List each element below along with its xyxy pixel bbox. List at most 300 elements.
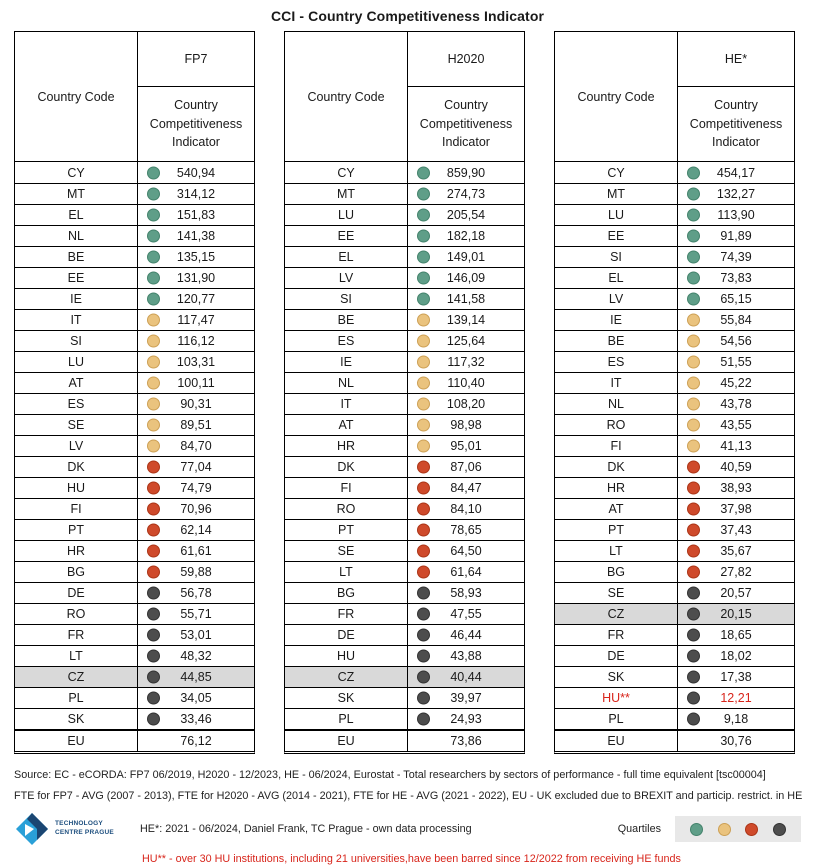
source-line-2: FTE for FP7 - AVG (2007 - 2013), FTE for H2020 - AVG (2014 - 2021), FTE for HE - AVG (2021 - 2022), EU - UK excluded due to BREXIT and particip. restrict. in HE [14,790,803,802]
table-row-CZ [555,603,794,624]
country-code-cell: LV [285,268,408,288]
cci-value-cell [678,625,794,645]
cci-value: 314,12 [176,187,216,201]
country-code-cell: SI [15,331,138,351]
country-code-cell: FI [15,499,138,519]
country-code-cell: FI [285,478,408,498]
country-code-cell: DE [555,646,678,666]
quartile-dot-q2-icon [417,398,430,411]
quartile-dot-q4-icon [687,629,700,642]
table-body [285,162,524,729]
eu-label: EU [285,731,408,751]
table-row-AT [285,414,524,435]
table-row-SE [555,582,794,603]
table-row-HR [285,435,524,456]
country-code-cell: HR [285,436,408,456]
country-code-cell: NL [15,226,138,246]
table-row-HU [555,687,794,708]
quartile-dot-q1-icon [147,272,160,285]
cci-value: 65,15 [720,292,752,306]
country-code-cell: BE [15,247,138,267]
quartile-dot-q3-icon [687,524,700,537]
table-row-IT [15,309,254,330]
table-row-EL [555,267,794,288]
program-header: FP7 [138,32,254,87]
country-code-cell: CZ [15,667,138,687]
country-code-cell: SK [555,667,678,687]
cci-value-cell [138,667,254,687]
table-row-IE [555,309,794,330]
country-code-cell: HR [15,541,138,561]
cci-value-cell [138,688,254,708]
quartile-dot-q4-icon [147,650,160,663]
cci-value-cell [138,331,254,351]
quartile-dot-q3-icon [147,566,160,579]
quartile-dot-q4-icon [147,713,160,726]
cci-value-cell [408,436,524,456]
cci-value-cell [408,184,524,204]
cci-value-cell [408,289,524,309]
cci-value-cell [138,499,254,519]
cci-value: 20,57 [720,586,752,600]
country-code-cell: LU [15,352,138,372]
quartile-dot-q3-icon [147,482,160,495]
quartile-dot-q3-icon [417,482,430,495]
quartile-dot-q1-icon [687,188,700,201]
cci-value: 46,44 [450,628,482,642]
cci-value-cell [408,457,524,477]
cci-value: 55,71 [180,607,212,621]
quartile-dot-q4-icon [147,692,160,705]
quartile-dot-q3-icon [687,461,700,474]
table-row-LT [555,540,794,561]
country-code-cell: BG [285,583,408,603]
eu-value-cell [138,731,254,751]
country-code-cell: PL [15,688,138,708]
he-note: HE*: 2021 - 06/2024, Daniel Frank, TC Prague - own data processing [140,823,472,835]
country-code-cell: DE [15,583,138,603]
quartile-dot-q1-icon [147,293,160,306]
cci-value-cell [138,247,254,267]
cci-value-cell [408,478,524,498]
cci-value: 98,98 [450,418,482,432]
country-code-cell: FR [555,625,678,645]
country-code-cell: SE [555,583,678,603]
cci-value-cell [138,394,254,414]
cci-value: 78,65 [450,523,482,537]
cci-value-cell [408,709,524,729]
country-code-cell: AT [285,415,408,435]
country-code-cell: PT [555,520,678,540]
country-code-cell: FR [15,625,138,645]
country-code-cell: BG [555,562,678,582]
cci-value: 38,93 [720,481,752,495]
country-code-cell: ES [555,352,678,372]
country-code-cell: AT [555,499,678,519]
cci-value: 205,54 [446,208,486,222]
cci-value-cell [678,604,794,624]
table-row-EL [15,204,254,225]
table-row-LV [285,267,524,288]
country-code-cell: EE [15,268,138,288]
tables-container [0,31,815,754]
table-row-ES [15,393,254,414]
quartile-dot-q4-icon [417,587,430,600]
quartile-dot-q2-icon [687,398,700,411]
country-code-cell: EE [285,226,408,246]
cci-value: 62,14 [180,523,212,537]
cci-value-cell [138,289,254,309]
eu-label: EU [555,731,678,751]
quartile-dot-q4-icon [147,587,160,600]
quartile-dot-q1-icon [417,166,430,179]
cci-value-cell [408,310,524,330]
quartiles-legend [675,816,801,842]
cci-value: 40,44 [450,670,482,684]
table-row-DE [555,645,794,666]
cci-value-cell [408,247,524,267]
cci-value-cell [678,709,794,729]
cci-value-cell [408,604,524,624]
quartile-dot-q1-icon [417,209,430,222]
cci-value-cell [408,646,524,666]
cci-value: 90,31 [180,397,212,411]
quartile-dot-q3-icon [687,503,700,516]
country-code-cell: PL [555,709,678,729]
table-row-ES [555,351,794,372]
tc-prague-logo-icon [14,811,50,847]
table-row-LT [285,561,524,582]
table-row-RO [285,498,524,519]
cci-value-cell [408,226,524,246]
eu-value: 30,76 [720,734,752,748]
country-code-cell: CY [285,162,408,183]
table-row-AT [15,372,254,393]
cci-value: 87,06 [450,460,482,474]
cci-value: 43,78 [720,397,752,411]
cci-value: 151,83 [176,208,216,222]
cci-value: 116,12 [177,334,215,348]
table-row-NL [555,393,794,414]
cci-value: 89,51 [180,418,212,432]
cci-value: 17,38 [720,670,752,684]
cci-value: 73,83 [720,271,752,285]
country-code-cell: IE [15,289,138,309]
table-body [15,162,254,729]
quartile-dot-q4-icon [687,608,700,621]
country-code-cell: DK [15,457,138,477]
country-code-header: Country Code [285,32,408,161]
cci-value: 18,65 [720,628,752,642]
quartile-dot-q2-icon [147,398,160,411]
cci-value: 103,31 [176,355,216,369]
country-code-cell: RO [285,499,408,519]
country-code-cell: MT [555,184,678,204]
cci-value-cell [678,373,794,393]
table-row-SK [555,666,794,687]
country-code-cell: IT [285,394,408,414]
cci-value: 146,09 [446,271,486,285]
quartile-dot-q2-icon [147,356,160,369]
cci-value: 77,04 [180,460,212,474]
table-row-LT [15,645,254,666]
cci-value: 40,59 [720,460,752,474]
cci-value-cell [138,205,254,225]
table-row-BG [285,582,524,603]
footer [0,769,815,865]
cci-value: 39,97 [450,691,482,705]
cci-value: 53,01 [180,628,212,642]
cci-value-cell [138,184,254,204]
cci-value: 20,15 [720,607,752,621]
quartile-dot-q2-icon [147,377,160,390]
cci-value: 84,47 [450,481,482,495]
table-row-IE [15,288,254,309]
country-code-cell: PT [285,520,408,540]
quartile-dot-q2-icon [687,335,700,348]
cci-value-cell [138,583,254,603]
cci-value: 70,96 [180,502,212,516]
program-header: HE* [678,32,794,87]
quartile-dot-q2-icon [417,314,430,327]
country-code-cell: SK [15,709,138,729]
country-code-cell: HU** [555,688,678,708]
cci-value: 95,01 [450,439,482,453]
table-row-LV [555,288,794,309]
quartile-dot-q2-icon [687,377,700,390]
legend-dot-q4-icon [773,823,786,836]
country-code-cell: IT [555,373,678,393]
eu-row [15,729,254,751]
cci-value: 74,39 [720,250,752,264]
cci-value: 100,11 [177,376,215,390]
cci-value: 113,90 [717,208,755,222]
country-code-cell: PL [285,709,408,729]
country-code-cell: EL [555,268,678,288]
table-row-MT [555,183,794,204]
table-row-CY [15,162,254,183]
eu-row [285,729,524,751]
country-code-cell: EL [285,247,408,267]
cci-value-cell [408,499,524,519]
cci-value-cell [138,541,254,561]
quartile-dot-q1-icon [417,251,430,264]
cci-value-cell [138,646,254,666]
eu-label: EU [15,731,138,751]
quartile-dot-q1-icon [147,230,160,243]
table-row-MT [15,183,254,204]
quartile-dot-q1-icon [147,251,160,264]
country-code-cell: MT [285,184,408,204]
quartile-dot-q4-icon [687,692,700,705]
country-code-cell: LT [555,541,678,561]
cci-value: 43,55 [720,418,752,432]
country-code-cell: SE [285,541,408,561]
table-row-SI [285,288,524,309]
cci-value-cell [408,373,524,393]
cci-value: 54,56 [720,334,752,348]
table-row-SI [15,330,254,351]
country-code-cell: DE [285,625,408,645]
table-row-BE [555,330,794,351]
legend-dot-q3-icon [745,823,758,836]
table-row-DE [15,582,254,603]
table-header [15,32,254,162]
table-row-CZ [15,666,254,687]
quartile-dot-q3-icon [417,524,430,537]
table-row-MT [285,183,524,204]
cci-value-cell [408,415,524,435]
cci-value: 141,58 [446,292,486,306]
table-row-EE [285,225,524,246]
cci-value: 110,40 [447,376,485,390]
cci-value-cell [408,268,524,288]
cci-value-cell [408,162,524,183]
cci-value: 454,17 [716,165,756,180]
cci-value-cell [678,499,794,519]
country-code-cell: CZ [285,667,408,687]
table-row-RO [555,414,794,435]
table-row-PT [15,519,254,540]
cci-value: 117,47 [177,313,215,327]
country-code-cell: LT [285,562,408,582]
cci-header: Country Competitiveness Indicator [149,97,243,150]
hu-note: HU** - over 30 HU institutions, including 21 universities,have been barred since 12/2022 from receiving HE funds [142,853,681,865]
cci-value-cell [408,205,524,225]
cci-value: 37,43 [720,523,752,537]
eu-value-cell [678,731,794,751]
quartile-dot-q2-icon [687,419,700,432]
cci-value: 61,61 [180,544,212,558]
cci-header: Country Competitiveness Indicator [689,97,783,150]
eu-value: 73,86 [450,734,482,748]
country-code-cell: DK [555,457,678,477]
cci-value-cell [678,184,794,204]
country-code-cell: LV [555,289,678,309]
quartile-dot-q4-icon [147,671,160,684]
cci-value: 41,13 [720,439,752,453]
country-code-cell: BG [15,562,138,582]
cci-value-cell [678,562,794,582]
table-row-BE [285,309,524,330]
table-row-HU [15,477,254,498]
cci-value-cell [408,520,524,540]
table-row-LU [555,204,794,225]
quartile-dot-q2-icon [687,314,700,327]
quartile-dot-q1-icon [687,293,700,306]
cci-value-cell [678,541,794,561]
cci-value: 117,32 [447,355,485,369]
quartile-dot-q4-icon [687,671,700,684]
table-row-SI [555,246,794,267]
table-row-IT [555,372,794,393]
cci-value-cell [138,709,254,729]
quartile-dot-q2-icon [147,314,160,327]
cci-value-cell [138,604,254,624]
cci-value: 24,93 [450,712,482,726]
quartile-dot-q3-icon [417,545,430,558]
eu-value: 76,12 [180,734,212,748]
table-row-CY [285,162,524,183]
cci-value-cell [408,331,524,351]
cci-value-cell [678,457,794,477]
quartile-dot-q2-icon [417,356,430,369]
quartile-dot-q4-icon [687,713,700,726]
cci-value: 35,67 [720,544,752,558]
cci-value-cell [138,352,254,372]
quartile-dot-q3-icon [417,461,430,474]
table-row-PT [555,519,794,540]
quartile-dot-q1-icon [147,188,160,201]
country-code-cell: CY [555,162,678,183]
program-header: H2020 [408,32,524,87]
table-row-SE [15,414,254,435]
table-row-DK [555,456,794,477]
cci-value: 135,15 [176,250,216,264]
cci-value-cell [138,310,254,330]
cci-value: 108,20 [446,397,486,411]
cci-value: 149,01 [446,250,486,264]
country-code-cell: SI [555,247,678,267]
country-code-header: Country Code [555,32,678,161]
cci-value: 43,88 [450,649,482,663]
table-fp7 [14,31,255,754]
cci-value-cell [138,415,254,435]
table-row-BE [15,246,254,267]
quartile-dot-q4-icon [417,713,430,726]
quartile-dot-q2-icon [417,440,430,453]
table-row-ES [285,330,524,351]
cci-value: 74,79 [180,481,212,495]
table-row-DK [15,456,254,477]
cci-value-cell [138,478,254,498]
cci-value-cell [408,541,524,561]
quartile-dot-q3-icon [687,482,700,495]
country-code-cell: FR [285,604,408,624]
quartile-dot-q2-icon [687,440,700,453]
cci-value-cell [408,352,524,372]
quartile-dot-q1-icon [147,209,160,222]
table-row-NL [15,225,254,246]
cci-value: 125,64 [446,334,486,348]
cci-value-cell [408,667,524,687]
table-row-IE [285,351,524,372]
table-header [285,32,524,162]
table-row-EL [285,246,524,267]
eu-value-cell [408,731,524,751]
quartile-dot-q1-icon [687,230,700,243]
table-row-PT [285,519,524,540]
cci-value: 91,89 [720,229,752,243]
table-row-PL [285,708,524,729]
table-row-EE [555,225,794,246]
country-code-cell: HR [555,478,678,498]
cci-value-cell [678,226,794,246]
cci-value: 47,55 [450,607,482,621]
cci-value-cell [678,688,794,708]
quartile-dot-q1-icon [687,166,700,179]
table-row-AT [555,498,794,519]
cci-value-cell [408,583,524,603]
cci-header: Country Competitiveness Indicator [419,97,513,150]
country-code-cell: HU [15,478,138,498]
table-row-LV [15,435,254,456]
cci-value: 12,21 [720,691,752,705]
quartile-dot-q1-icon [417,272,430,285]
cci-value-cell [138,436,254,456]
quartile-dot-q4-icon [687,650,700,663]
quartile-dot-q4-icon [417,608,430,621]
